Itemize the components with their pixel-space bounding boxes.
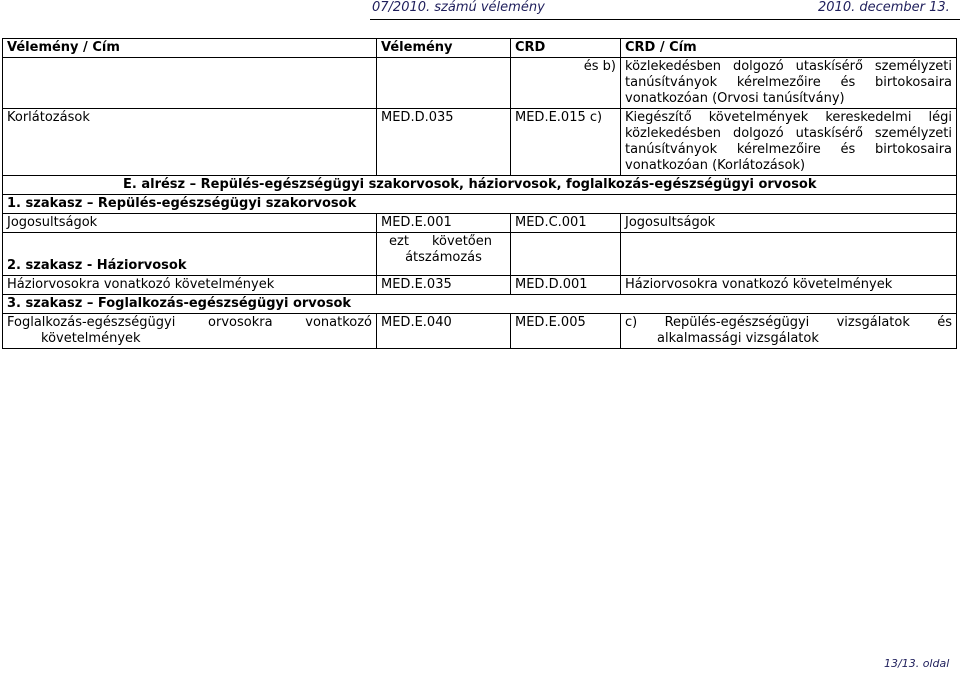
- cell-title: Korlátozások: [3, 109, 377, 176]
- page-number: 13/13. oldal: [884, 657, 950, 670]
- cell-line: vonatkozóan (Korlátozások): [625, 158, 806, 173]
- col-header-title: Vélemény / Cím: [3, 39, 377, 58]
- cell-crd: MED.E.015 c): [511, 109, 621, 176]
- cell-title: [3, 233, 377, 276]
- section-2-heading: 2. szakasz - Háziorvosok: [7, 258, 187, 273]
- table-row: [3, 109, 957, 176]
- col-header-crd-title: CRD / Cím: [621, 39, 957, 58]
- section-3-heading: 3. szakasz – Foglalkozás-egészségügyi orvosok: [3, 295, 957, 314]
- cell-line: közlekedésben dolgozó utaskísérő személyzeti: [625, 126, 952, 141]
- cell-crd: és b): [511, 58, 621, 109]
- cell-line: tanúsítványok kérelmezőire és birtokosaira: [625, 142, 952, 157]
- cell-title: Háziorvosokra vonatkozó követelmények: [3, 276, 377, 295]
- cell-crd: [511, 233, 621, 276]
- cell-line: ezt követően: [389, 234, 492, 249]
- cell-title: [3, 314, 377, 349]
- cell-line: Foglalkozás-egészségügyi orvosokra vonatkozó: [7, 315, 372, 330]
- cell-line: követelmények: [41, 331, 141, 346]
- page-header: [370, 0, 960, 20]
- col-header-opinion: Vélemény: [377, 39, 511, 58]
- table-header-row: [3, 39, 957, 58]
- cell-crd-title: [621, 109, 957, 176]
- cell-title: Jogosultságok: [3, 214, 377, 233]
- cell-crd-title: [621, 233, 957, 276]
- cell-line: vonatkozóan (Orvosi tanúsítvány): [625, 91, 845, 106]
- cell-opinion: MED.D.035: [377, 109, 511, 176]
- subpart-heading-row: [3, 176, 957, 195]
- cell-opinion: MED.E.040: [377, 314, 511, 349]
- cell-opinion: MED.E.001: [377, 214, 511, 233]
- table-row: [3, 276, 957, 295]
- cell-crd: MED.E.005: [511, 314, 621, 349]
- header-date: 2010. december 13.: [818, 0, 950, 15]
- cell-line: átszámozás: [405, 250, 482, 265]
- subpart-e-heading: E. alrész – Repülés-egészségügyi szakorvosok, háziorvosok, foglalkozás-egészségügyi orvosok: [3, 176, 957, 195]
- section-heading-row: [3, 295, 957, 314]
- cell-opinion: [377, 233, 511, 276]
- table-row: [3, 233, 957, 276]
- cell-crd-title: [621, 58, 957, 109]
- cell-crd-title: Jogosultságok: [621, 214, 957, 233]
- cell-crd: MED.C.001: [511, 214, 621, 233]
- cell-crd: MED.D.001: [511, 276, 621, 295]
- col-header-crd: CRD: [511, 39, 621, 58]
- cell-opinion: MED.E.035: [377, 276, 511, 295]
- section-1-heading: 1. szakasz – Repülés-egészségügyi szakorvosok: [3, 195, 957, 214]
- cell-line: tanúsítványok kérelmezőire és birtokosaira: [625, 75, 952, 90]
- cell-crd-title: Háziorvosokra vonatkozó követelmények: [621, 276, 957, 295]
- section-heading-row: [3, 195, 957, 214]
- cell-line: alkalmassági vizsgálatok: [657, 331, 819, 346]
- cell-opinion: [377, 58, 511, 109]
- header-document-id: 07/2010. számú vélemény: [372, 0, 545, 15]
- correlation-table: [2, 38, 957, 349]
- cell-title: [3, 58, 377, 109]
- table-row: [3, 58, 957, 109]
- cell-line: Kiegészítő követelmények kereskedelmi légi: [625, 110, 952, 125]
- table-row: [3, 314, 957, 349]
- cell-crd-title: [621, 314, 957, 349]
- table-row: [3, 214, 957, 233]
- cell-line: c) Repülés-egészségügyi vizsgálatok és: [625, 315, 952, 330]
- cell-line: közlekedésben dolgozó utaskísérő személyzeti: [625, 59, 952, 74]
